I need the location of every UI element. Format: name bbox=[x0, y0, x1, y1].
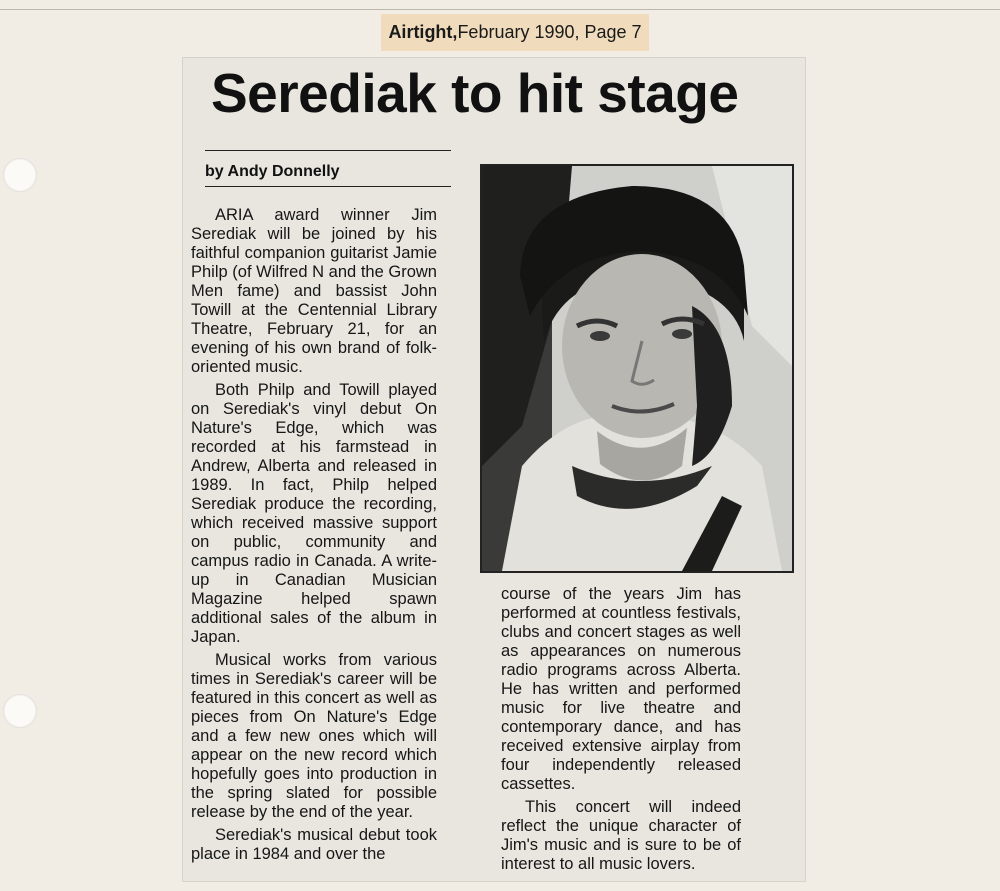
binder-hole-top bbox=[3, 158, 37, 192]
newspaper-clipping bbox=[182, 57, 806, 882]
source-name: Airtight, bbox=[388, 22, 458, 42]
article-column-right bbox=[501, 585, 741, 878]
byline-rule-top bbox=[205, 150, 451, 151]
headline: Serediak to hit stage bbox=[211, 62, 739, 124]
paragraph-6: This concert will indeed reflect the unique character of Jim's music and is sure to be of interest to all music lovers. bbox=[501, 798, 741, 873]
binder-hole-bottom bbox=[3, 694, 37, 728]
source-date-page: February 1990, Page 7 bbox=[457, 22, 642, 42]
paragraph-5: course of the years Jim has performed at countless festivals, clubs and concert stages as well as appearances on numerous radio programs across Alberta. He has written and performed music for live theatre and contemporary dance, and has received extensive airplay from four independently released cassettes. bbox=[501, 585, 741, 793]
paragraph-3: Musical works from various times in Serediak's career will be featured in this concert as well as pieces from On Nature's Edge and a few new ones which will appear on the new record which hopefully goes into production in the spring slated for possible release by the end of the year. bbox=[191, 651, 437, 821]
portrait-photo bbox=[480, 164, 794, 573]
page-top-rule bbox=[0, 9, 1000, 10]
source-label bbox=[381, 14, 649, 51]
paragraph-2: Both Philp and Towill played on Serediak's vinyl debut On Nature's Edge, which was recorded at his farmstead in Andrew, Alberta and released in 1989. In fact, Philp helped Serediak produce the recording, which received massive support on public, community and campus radio in Canada. A write-up in Canadian Musician Magazine helped spawn additional sales of the album in Japan. bbox=[191, 381, 437, 646]
byline: by Andy Donnelly bbox=[205, 163, 340, 180]
article-column-left bbox=[191, 206, 437, 868]
paragraph-1: ARIA award winner Jim Serediak will be joined by his faithful companion guitarist Jamie Philp (of Wilfred N and the Grown Men fame) and bassist John Towill at the Centennial Library Theatre, February 21, for an evening of his own brand of folk-oriented music. bbox=[191, 206, 437, 376]
portrait-photo-image bbox=[482, 166, 792, 571]
paragraph-4: Serediak's musical debut took place in 1984 and over the bbox=[191, 826, 437, 863]
byline-rule-bottom bbox=[205, 186, 451, 187]
